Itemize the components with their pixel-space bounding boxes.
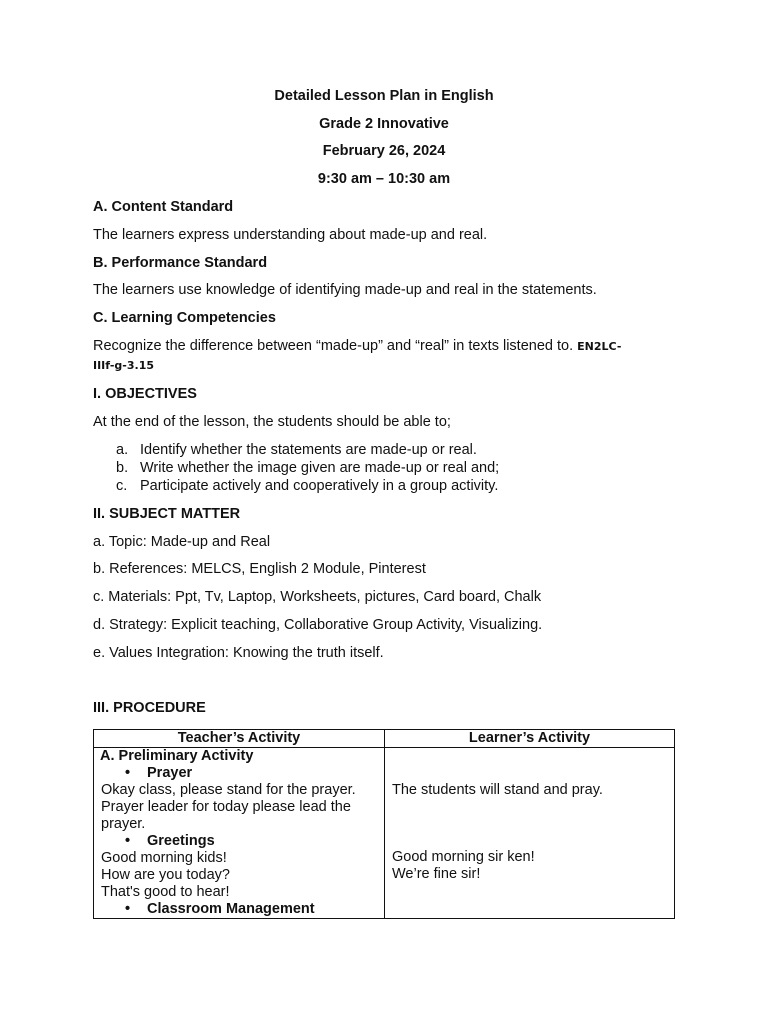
content-standard-text: The learners express understanding about made-up and real.	[93, 227, 488, 243]
greeting-learner-line: Good morning sir ken!	[392, 849, 535, 865]
competency-code-part1: EN2LC-	[577, 340, 622, 353]
table-row	[94, 748, 675, 919]
greeting-teacher-line: That's good to hear!	[101, 884, 230, 900]
prayer-bullet	[101, 765, 384, 782]
classroom-management-label: Classroom Management	[147, 901, 315, 917]
procedure-table	[93, 729, 675, 919]
performance-standard-heading: B. Performance Standard	[93, 255, 268, 271]
grade-line: Grade 2 Innovative	[319, 116, 449, 132]
objective-marker: b.	[116, 460, 129, 476]
prayer-learner-text: The students will stand and pray.	[392, 782, 603, 798]
table-header-row	[94, 730, 675, 748]
objective-marker: a.	[116, 442, 129, 458]
subject-matter-item: b. References: MELCS, English 2 Module, Pinterest	[93, 561, 426, 577]
date-line: February 26, 2024	[322, 143, 446, 159]
competencies-text	[93, 338, 621, 354]
objective-item	[116, 460, 499, 476]
procedure-heading: III. PROCEDURE	[93, 700, 206, 716]
objective-text: Identify whether the statements are made-up or real.	[140, 442, 477, 458]
objectives-intro: At the end of the lesson, the students should be able to;	[93, 414, 451, 430]
bullet-icon: •	[125, 833, 131, 849]
classroom-management-bullet	[101, 901, 384, 918]
objective-text: Participate actively and cooperatively in a group activity.	[140, 478, 499, 494]
bullet-icon: •	[125, 765, 131, 781]
subject-matter-item: a. Topic: Made-up and Real	[93, 534, 271, 550]
competencies-sentence: Recognize the difference between “made-up” and “real” in texts listened to.	[93, 338, 574, 354]
greetings-label: Greetings	[147, 833, 215, 849]
subject-matter-item: e. Values Integration: Knowing the truth itself.	[93, 645, 384, 661]
objective-marker: c.	[116, 478, 128, 494]
content-standard-heading: A. Content Standard	[93, 199, 234, 215]
document-title: Detailed Lesson Plan in English	[274, 88, 494, 104]
teacher-activity-header: Teacher’s Activity	[94, 730, 385, 748]
subject-matter-item: c. Materials: Ppt, Tv, Laptop, Worksheets, pictures, Card board, Chalk	[93, 589, 542, 605]
competencies-heading: C. Learning Competencies	[93, 310, 276, 326]
objectives-heading: I. OBJECTIVES	[93, 386, 197, 402]
learner-activity-header: Learner’s Activity	[385, 730, 675, 748]
time-line: 9:30 am – 10:30 am	[317, 171, 451, 187]
greeting-teacher-line: How are you today?	[101, 867, 230, 883]
performance-standard-text: The learners use knowledge of identifying made-up and real in the statements.	[93, 282, 597, 298]
subject-matter-item: d. Strategy: Explicit teaching, Collaborative Group Activity, Visualizing.	[93, 617, 543, 633]
greetings-bullet	[101, 833, 384, 850]
learner-activity-cell	[385, 748, 675, 919]
objective-item	[116, 478, 498, 494]
objective-text: Write whether the image given are made-up or real and;	[140, 460, 500, 476]
teacher-activity-cell	[94, 748, 385, 919]
preliminary-activity-label: A. Preliminary Activity	[100, 748, 254, 764]
greeting-teacher-line: Good morning kids!	[101, 850, 227, 866]
greeting-learner-line: We’re fine sir!	[392, 866, 481, 882]
objective-item	[116, 442, 477, 458]
competency-code-part2: IIIf-g-3.15	[93, 359, 155, 372]
subject-matter-heading: II. SUBJECT MATTER	[93, 506, 241, 522]
prayer-teacher-text: Okay class, please stand for the prayer. Prayer leader for today please lead the prayer.	[101, 782, 356, 832]
prayer-label: Prayer	[147, 765, 193, 781]
bullet-icon: •	[125, 901, 131, 917]
